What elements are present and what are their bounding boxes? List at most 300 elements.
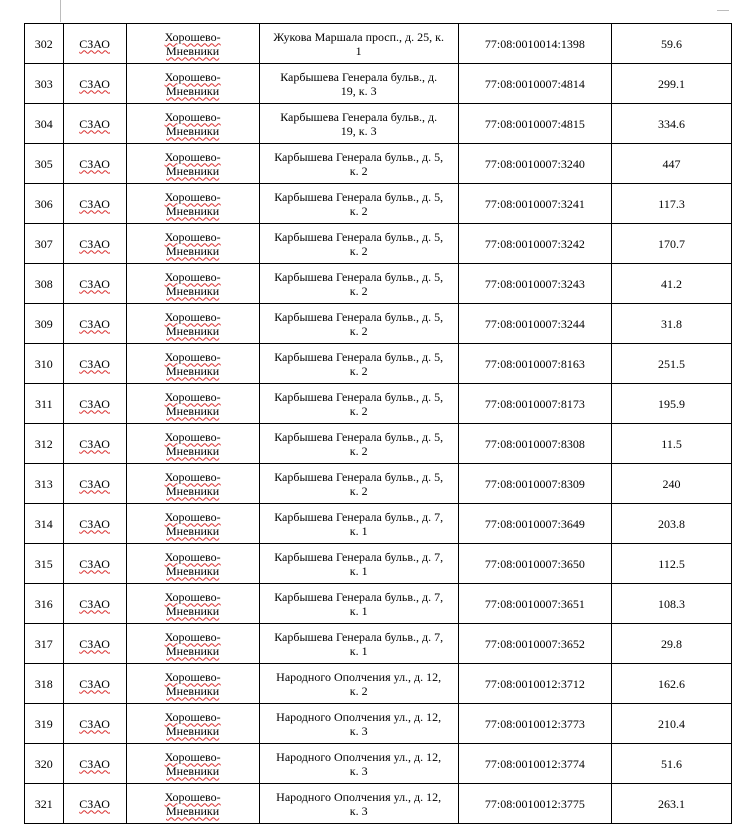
address-cell xyxy=(259,464,458,504)
district-line-2: Мневники xyxy=(166,563,220,578)
okrug-text: СЗАО xyxy=(79,76,110,91)
district-line-2: Мневники xyxy=(166,243,220,258)
cadastral-cell xyxy=(458,184,611,224)
row-number: 305 xyxy=(34,156,53,171)
okrug-cell xyxy=(63,504,126,544)
district-line-2: Мневники xyxy=(166,123,220,138)
district-line-1: Хорошево- xyxy=(164,309,221,324)
cadastral-number: 77:08:0010014:1398 xyxy=(484,36,585,51)
address-line-2: к. 2 xyxy=(349,323,368,338)
okrug-text: СЗАО xyxy=(79,476,110,491)
address-cell xyxy=(259,104,458,144)
district-cell xyxy=(126,584,259,624)
row-number-cell xyxy=(25,544,64,584)
address-cell xyxy=(259,184,458,224)
district-cell xyxy=(126,344,259,384)
district-line-1: Хорошево- xyxy=(164,789,221,804)
district-line-2: Мневники xyxy=(166,403,220,418)
address-line-2: к. 3 xyxy=(349,803,368,818)
district-cell xyxy=(126,424,259,464)
table-row xyxy=(25,784,732,824)
address-line-2: к. 1 xyxy=(349,563,368,578)
cadastral-cell xyxy=(458,24,611,64)
table-row xyxy=(25,264,732,304)
district-cell xyxy=(126,184,259,224)
district-cell xyxy=(126,24,259,64)
address-line-2: 1 xyxy=(355,43,362,58)
table-row xyxy=(25,104,732,144)
cadastral-number: 77:08:0010012:3774 xyxy=(484,756,585,771)
area-value: 31.8 xyxy=(661,316,683,331)
table-row xyxy=(25,224,732,264)
area-cell xyxy=(612,744,732,784)
district-cell xyxy=(126,304,259,344)
district-line-1: Хорошево- xyxy=(164,709,221,724)
property-table xyxy=(24,23,732,824)
cadastral-cell xyxy=(458,144,611,184)
district-line-2: Мневники xyxy=(166,83,220,98)
row-number-cell xyxy=(25,384,64,424)
area-cell xyxy=(612,464,732,504)
district-line-2: Мневники xyxy=(166,363,220,378)
area-cell xyxy=(612,544,732,584)
row-number: 307 xyxy=(34,236,53,251)
cadastral-cell xyxy=(458,664,611,704)
area-value: 41.2 xyxy=(661,276,683,291)
okrug-cell xyxy=(63,264,126,304)
area-value: 112.5 xyxy=(658,556,685,571)
address-cell xyxy=(259,424,458,464)
row-number-cell xyxy=(25,704,64,744)
address-line-1: Народного Ополчения ул., д. 12, xyxy=(276,789,442,804)
okrug-cell xyxy=(63,104,126,144)
district-line-1: Хорошево- xyxy=(164,589,221,604)
cadastral-number: 77:08:0010007:8163 xyxy=(484,356,585,371)
area-value: 195.9 xyxy=(658,396,686,411)
address-line-2: к. 2 xyxy=(349,403,368,418)
cadastral-cell xyxy=(458,304,611,344)
okrug-text: СЗАО xyxy=(79,596,110,611)
cadastral-cell xyxy=(458,384,611,424)
okrug-cell xyxy=(63,744,126,784)
table-row xyxy=(25,584,732,624)
address-line-2: к. 2 xyxy=(349,483,368,498)
okrug-cell xyxy=(63,384,126,424)
area-value: 117.3 xyxy=(658,196,685,211)
cadastral-number: 77:08:0010007:3241 xyxy=(484,196,585,211)
address-line-2: к. 2 xyxy=(349,443,368,458)
row-number-cell xyxy=(25,64,64,104)
cadastral-cell xyxy=(458,264,611,304)
district-cell xyxy=(126,224,259,264)
area-value: 162.6 xyxy=(658,676,686,691)
row-number-cell xyxy=(25,624,64,664)
address-line-2: к. 3 xyxy=(349,723,368,738)
table-row xyxy=(25,144,732,184)
address-line-1: Карбышева Генерала бульв., д. 5, xyxy=(274,469,444,484)
address-line-1: Карбышева Генерала бульв., д. 7, xyxy=(274,509,444,524)
okrug-text: СЗАО xyxy=(79,396,110,411)
okrug-text: СЗАО xyxy=(79,236,110,251)
district-cell xyxy=(126,624,259,664)
district-line-1: Хорошево- xyxy=(164,269,221,284)
area-cell xyxy=(612,64,732,104)
cadastral-number: 77:08:0010012:3773 xyxy=(484,716,585,731)
address-cell xyxy=(259,784,458,824)
table-row xyxy=(25,704,732,744)
district-cell xyxy=(126,744,259,784)
okrug-text: СЗАО xyxy=(79,636,110,651)
okrug-cell xyxy=(63,624,126,664)
page-corner-mark-left xyxy=(60,0,61,22)
cadastral-cell xyxy=(458,224,611,264)
cadastral-cell xyxy=(458,624,611,664)
row-number: 308 xyxy=(34,276,53,291)
table-row xyxy=(25,424,732,464)
district-line-1: Хорошево- xyxy=(164,29,221,44)
district-cell xyxy=(126,504,259,544)
okrug-cell xyxy=(63,584,126,624)
okrug-cell xyxy=(63,144,126,184)
property-table-body xyxy=(25,24,732,824)
district-line-1: Хорошево- xyxy=(164,389,221,404)
okrug-cell xyxy=(63,544,126,584)
cadastral-cell xyxy=(458,64,611,104)
area-cell xyxy=(612,224,732,264)
row-number-cell xyxy=(25,744,64,784)
table-row xyxy=(25,624,732,664)
district-cell xyxy=(126,64,259,104)
cadastral-number: 77:08:0010007:3652 xyxy=(484,636,585,651)
address-cell xyxy=(259,304,458,344)
row-number-cell xyxy=(25,424,64,464)
area-cell xyxy=(612,344,732,384)
cadastral-number: 77:08:0010007:8173 xyxy=(484,396,585,411)
area-cell xyxy=(612,704,732,744)
district-line-2: Мневники xyxy=(166,443,220,458)
district-line-2: Мневники xyxy=(166,683,220,698)
district-line-1: Хорошево- xyxy=(164,69,221,84)
district-line-2: Мневники xyxy=(166,283,220,298)
district-line-2: Мневники xyxy=(166,603,220,618)
row-number: 315 xyxy=(34,556,53,571)
address-line-1: Жукова Маршала просп., д. 25, к. xyxy=(273,29,444,44)
row-number-cell xyxy=(25,104,64,144)
table-row xyxy=(25,384,732,424)
area-cell xyxy=(612,144,732,184)
address-cell xyxy=(259,704,458,744)
cadastral-number: 77:08:0010007:8308 xyxy=(484,436,585,451)
district-cell xyxy=(126,704,259,744)
district-line-2: Мневники xyxy=(166,323,220,338)
address-line-2: к. 1 xyxy=(349,603,368,618)
row-number-cell xyxy=(25,584,64,624)
district-cell xyxy=(126,144,259,184)
address-line-1: Карбышева Генерала бульв., д. 5, xyxy=(274,229,444,244)
table-row xyxy=(25,504,732,544)
address-cell xyxy=(259,744,458,784)
district-line-2: Мневники xyxy=(166,163,220,178)
okrug-cell xyxy=(63,224,126,264)
district-line-2: Мневники xyxy=(166,203,220,218)
cadastral-number: 77:08:0010007:3240 xyxy=(484,156,585,171)
table-row xyxy=(25,544,732,584)
address-cell xyxy=(259,584,458,624)
row-number: 314 xyxy=(34,516,53,531)
district-cell xyxy=(126,264,259,304)
area-cell xyxy=(612,584,732,624)
okrug-text: СЗАО xyxy=(79,436,110,451)
cadastral-cell xyxy=(458,344,611,384)
okrug-cell xyxy=(63,664,126,704)
area-cell xyxy=(612,24,732,64)
table-row xyxy=(25,464,732,504)
address-line-2: к. 3 xyxy=(349,763,368,778)
address-line-1: Карбышева Генерала бульв., д. 5, xyxy=(274,349,444,364)
okrug-cell xyxy=(63,304,126,344)
address-cell xyxy=(259,544,458,584)
row-number-cell xyxy=(25,784,64,824)
okrug-cell xyxy=(63,784,126,824)
cadastral-number: 77:08:0010007:3650 xyxy=(484,556,585,571)
row-number: 312 xyxy=(34,436,53,451)
district-line-1: Хорошево- xyxy=(164,549,221,564)
cadastral-number: 77:08:0010007:3244 xyxy=(484,316,585,331)
okrug-text: СЗАО xyxy=(79,516,110,531)
table-row xyxy=(25,344,732,384)
district-line-1: Хорошево- xyxy=(164,629,221,644)
table-row xyxy=(25,304,732,344)
district-line-1: Хорошево- xyxy=(164,229,221,244)
cadastral-number: 77:08:0010012:3775 xyxy=(484,796,585,811)
address-cell xyxy=(259,64,458,104)
cadastral-cell xyxy=(458,584,611,624)
area-cell xyxy=(612,424,732,464)
row-number: 319 xyxy=(34,716,53,731)
okrug-cell xyxy=(63,344,126,384)
okrug-cell xyxy=(63,424,126,464)
area-value: 263.1 xyxy=(658,796,686,811)
area-value: 29.8 xyxy=(661,636,683,651)
row-number-cell xyxy=(25,504,64,544)
cadastral-cell xyxy=(458,504,611,544)
row-number-cell xyxy=(25,664,64,704)
district-line-1: Хорошево- xyxy=(164,109,221,124)
district-line-1: Хорошево- xyxy=(164,509,221,524)
page-corner-mark-right xyxy=(717,10,729,11)
district-line-2: Мневники xyxy=(166,643,220,658)
address-line-2: к. 2 xyxy=(349,683,368,698)
area-value: 210.4 xyxy=(658,716,686,731)
cadastral-cell xyxy=(458,424,611,464)
table-row xyxy=(25,184,732,224)
address-line-2: к. 2 xyxy=(349,203,368,218)
cadastral-cell xyxy=(458,704,611,744)
row-number-cell xyxy=(25,264,64,304)
row-number-cell xyxy=(25,304,64,344)
address-line-1: Карбышева Генерала бульв., д. xyxy=(280,109,438,124)
address-line-2: 19, к. 3 xyxy=(340,123,377,138)
cadastral-cell xyxy=(458,544,611,584)
okrug-text: СЗАО xyxy=(79,276,110,291)
address-line-1: Карбышева Генерала бульв., д. 5, xyxy=(274,309,444,324)
cadastral-number: 77:08:0010007:3242 xyxy=(484,236,585,251)
address-line-1: Карбышева Генерала бульв., д. 5, xyxy=(274,189,444,204)
row-number: 303 xyxy=(34,76,53,91)
cadastral-number: 77:08:0010007:4815 xyxy=(484,116,585,131)
district-line-2: Мневники xyxy=(166,723,220,738)
cadastral-cell xyxy=(458,784,611,824)
area-value: 108.3 xyxy=(658,596,686,611)
address-cell xyxy=(259,384,458,424)
table-row xyxy=(25,24,732,64)
row-number: 313 xyxy=(34,476,53,491)
row-number: 320 xyxy=(34,756,53,771)
address-line-1: Карбышева Генерала бульв., д. 5, xyxy=(274,429,444,444)
table-row xyxy=(25,664,732,704)
area-cell xyxy=(612,184,732,224)
okrug-cell xyxy=(63,184,126,224)
address-line-1: Карбышева Генерала бульв., д. 7, xyxy=(274,549,444,564)
address-line-1: Карбышева Генерала бульв., д. 5, xyxy=(274,389,444,404)
district-cell xyxy=(126,664,259,704)
district-line-1: Хорошево- xyxy=(164,749,221,764)
cadastral-number: 77:08:0010007:3651 xyxy=(484,596,585,611)
okrug-cell xyxy=(63,24,126,64)
okrug-text: СЗАО xyxy=(79,756,110,771)
row-number-cell xyxy=(25,464,64,504)
row-number-cell xyxy=(25,224,64,264)
area-value: 203.8 xyxy=(658,516,686,531)
row-number: 321 xyxy=(34,796,53,811)
district-line-1: Хорошево- xyxy=(164,149,221,164)
address-line-2: 19, к. 3 xyxy=(340,83,377,98)
area-value: 59.6 xyxy=(661,36,683,51)
area-cell xyxy=(612,784,732,824)
cadastral-cell xyxy=(458,104,611,144)
row-number-cell xyxy=(25,144,64,184)
cadastral-number: 77:08:0010007:8309 xyxy=(484,476,585,491)
area-value: 251.5 xyxy=(658,356,686,371)
district-cell xyxy=(126,784,259,824)
district-cell xyxy=(126,544,259,584)
district-line-2: Мневники xyxy=(166,763,220,778)
address-line-1: Народного Ополчения ул., д. 12, xyxy=(276,669,442,684)
address-line-2: к. 1 xyxy=(349,523,368,538)
area-value: 240 xyxy=(662,476,681,491)
district-line-2: Мневники xyxy=(166,483,220,498)
district-line-2: Мневники xyxy=(166,803,220,818)
address-line-2: к. 2 xyxy=(349,363,368,378)
row-number: 302 xyxy=(34,36,53,51)
cadastral-number: 77:08:0010012:3712 xyxy=(484,676,585,691)
district-line-2: Мневники xyxy=(166,43,220,58)
address-line-1: Карбышева Генерала бульв., д. xyxy=(280,69,438,84)
cadastral-number: 77:08:0010007:3243 xyxy=(484,276,585,291)
address-cell xyxy=(259,504,458,544)
district-line-1: Хорошево- xyxy=(164,669,221,684)
row-number: 318 xyxy=(34,676,53,691)
district-cell xyxy=(126,104,259,144)
area-cell xyxy=(612,304,732,344)
okrug-text: СЗАО xyxy=(79,316,110,331)
area-cell xyxy=(612,104,732,144)
okrug-text: СЗАО xyxy=(79,356,110,371)
area-value: 334.6 xyxy=(658,116,686,131)
row-number: 316 xyxy=(34,596,53,611)
address-cell xyxy=(259,264,458,304)
address-line-1: Народного Ополчения ул., д. 12, xyxy=(276,749,442,764)
row-number: 309 xyxy=(34,316,53,331)
cadastral-cell xyxy=(458,744,611,784)
area-cell xyxy=(612,664,732,704)
row-number-cell xyxy=(25,24,64,64)
area-value: 51.6 xyxy=(661,756,683,771)
okrug-text: СЗАО xyxy=(79,196,110,211)
district-line-1: Хорошево- xyxy=(164,469,221,484)
district-line-1: Хорошево- xyxy=(164,349,221,364)
row-number-cell xyxy=(25,184,64,224)
row-number-cell xyxy=(25,344,64,384)
district-line-2: Мневники xyxy=(166,523,220,538)
address-cell xyxy=(259,624,458,664)
address-cell xyxy=(259,664,458,704)
district-line-1: Хорошево- xyxy=(164,429,221,444)
address-line-1: Карбышева Генерала бульв., д. 5, xyxy=(274,149,444,164)
address-line-2: к. 2 xyxy=(349,243,368,258)
okrug-text: СЗАО xyxy=(79,556,110,571)
area-cell xyxy=(612,264,732,304)
okrug-text: СЗАО xyxy=(79,716,110,731)
okrug-text: СЗАО xyxy=(79,116,110,131)
address-cell xyxy=(259,144,458,184)
address-line-1: Народного Ополчения ул., д. 12, xyxy=(276,709,442,724)
area-cell xyxy=(612,624,732,664)
address-line-2: к. 2 xyxy=(349,283,368,298)
address-line-2: к. 1 xyxy=(349,643,368,658)
area-cell xyxy=(612,504,732,544)
area-value: 11.5 xyxy=(661,436,682,451)
row-number: 310 xyxy=(34,356,53,371)
address-cell xyxy=(259,224,458,264)
address-cell xyxy=(259,344,458,384)
table-row xyxy=(25,64,732,104)
okrug-text: СЗАО xyxy=(79,36,110,51)
row-number: 311 xyxy=(35,396,53,411)
okrug-text: СЗАО xyxy=(79,796,110,811)
district-cell xyxy=(126,384,259,424)
area-cell xyxy=(612,384,732,424)
address-line-2: к. 2 xyxy=(349,163,368,178)
district-cell xyxy=(126,464,259,504)
area-value: 299.1 xyxy=(658,76,686,91)
cadastral-number: 77:08:0010007:4814 xyxy=(484,76,585,91)
okrug-cell xyxy=(63,464,126,504)
district-line-1: Хорошево- xyxy=(164,189,221,204)
area-value: 447 xyxy=(662,156,681,171)
table-row xyxy=(25,744,732,784)
cadastral-number: 77:08:0010007:3649 xyxy=(484,516,585,531)
cadastral-cell xyxy=(458,464,611,504)
address-line-1: Карбышева Генерала бульв., д. 5, xyxy=(274,269,444,284)
okrug-cell xyxy=(63,64,126,104)
okrug-text: СЗАО xyxy=(79,156,110,171)
okrug-text: СЗАО xyxy=(79,676,110,691)
row-number: 306 xyxy=(34,196,53,211)
address-line-1: Карбышева Генерала бульв., д. 7, xyxy=(274,589,444,604)
row-number: 317 xyxy=(34,636,53,651)
row-number: 304 xyxy=(34,116,53,131)
